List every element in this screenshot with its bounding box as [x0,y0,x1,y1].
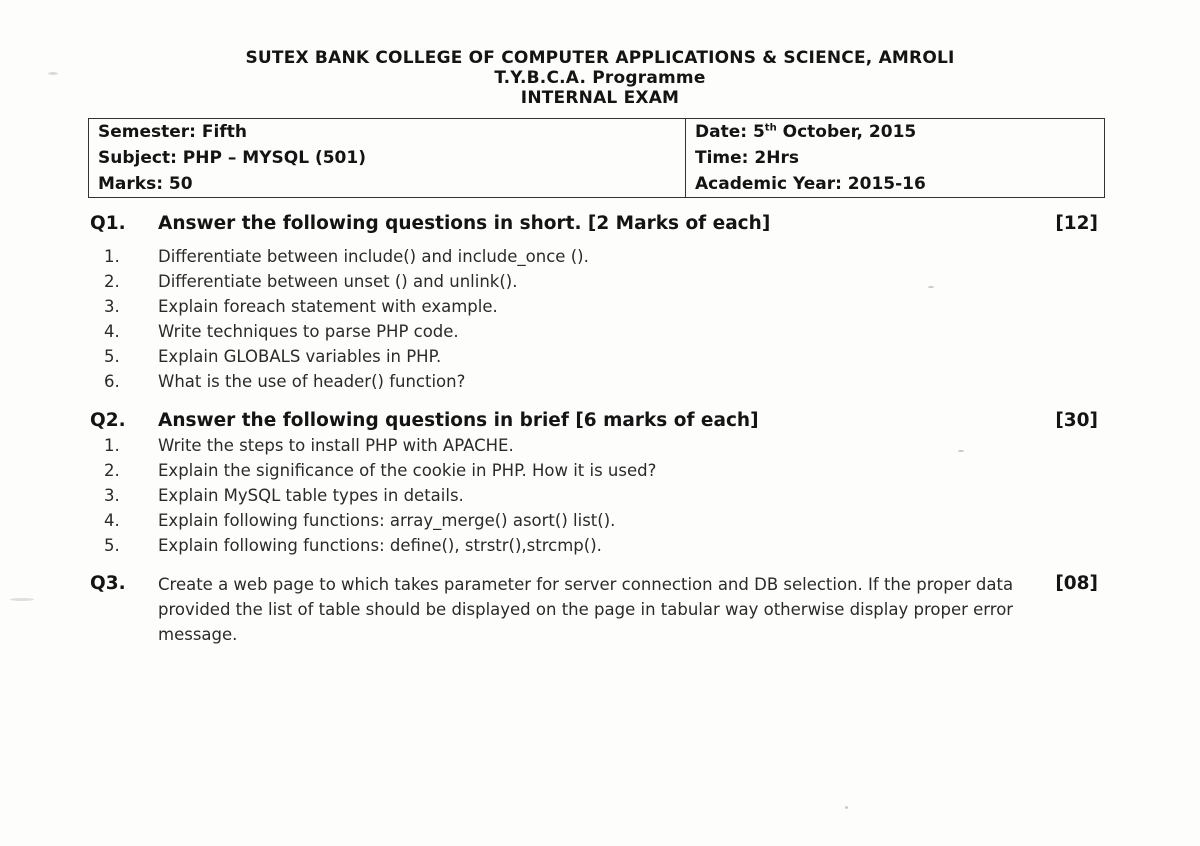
list-item: 5. Explain following functions: define(), strstr(),strcmp(). [104,536,602,555]
list-item: 2. Explain the significance of the cookie in PHP. How it is used? [104,461,657,480]
college-name: SUTEX BANK COLLEGE OF COMPUTER APPLICATIONS & SCIENCE, AMROLI [245,48,955,68]
scan-speck [48,72,58,75]
question-marks: [30] [1055,410,1098,431]
academic-year-cell: Academic Year: 2015-16 [695,174,926,194]
list-item: 3. Explain MySQL table types in details. [104,486,464,505]
time-cell: Time: 2Hrs [695,148,799,168]
list-item: 2. Differentiate between unset () and unlink(). [104,272,518,291]
question-label: Q1. [90,213,126,234]
date-cell: Date: 5th October, 2015 [695,122,917,142]
list-item: 1. Write the steps to install PHP with APACHE. [104,436,514,455]
subject-cell: Subject: PHP – MYSQL (501) [89,145,686,171]
scan-speck [845,806,848,809]
marks-cell: Marks: 50 [89,171,686,198]
list-item: 5. Explain GLOBALS variables in PHP. [104,347,442,366]
scan-speck [928,286,934,288]
question-label: Q3. [90,573,126,594]
question-title: Answer the following questions in short. [2 Marks of each] [158,213,771,234]
question-text: Create a web page to which takes parameter for server connection and DB selection. If the proper data provided the list of table should be displayed on the page in tabular way otherwise display proper error message. [158,575,1014,644]
list-item: 3. Explain foreach statement with example. [104,297,498,316]
list-item: 1. Differentiate between include() and include_once (). [104,247,589,266]
exam-name: INTERNAL EXAM [520,88,680,108]
programme-name: T.Y.B.C.A. Programme [494,68,706,88]
scan-speck [958,450,964,452]
list-item: 6. What is the use of header() function? [104,372,466,391]
question-marks: [12] [1055,213,1098,234]
question-marks: [08] [1055,573,1098,594]
list-item: 4. Write techniques to parse PHP code. [104,322,459,341]
exam-info-table [88,118,1105,198]
scan-speck [10,598,34,601]
exam-header [0,48,1200,108]
question-label: Q2. [90,410,126,431]
semester-cell: Semester: Fifth [89,119,686,146]
question-title: Answer the following questions in brief [6 marks of each] [158,410,759,431]
list-item: 4. Explain following functions: array_merge() asort() list(). [104,511,616,530]
